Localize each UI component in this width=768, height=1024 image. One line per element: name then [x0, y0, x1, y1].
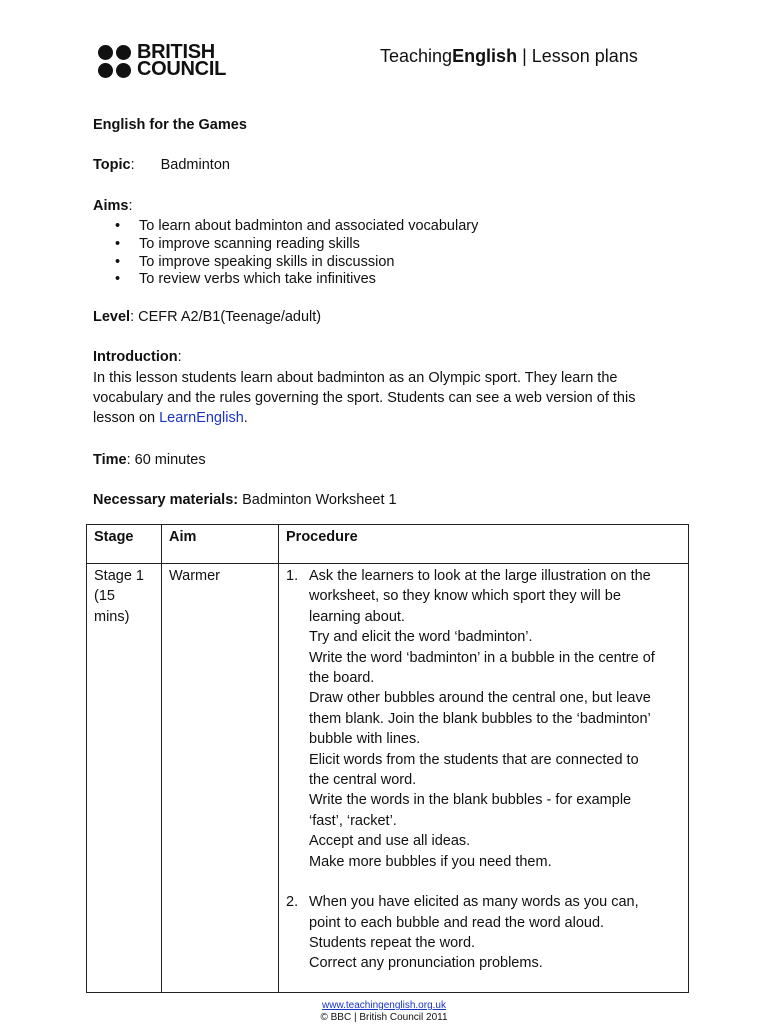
procedure-step: 1. Ask the learners to look at the large illustration on the worksheet, so they know which sport they will be learning about. Try and elicit the word ‘badminton’. Write the word ‘badminton’ in a bubble in the centre of the board. Draw other bubbles around the central one, but leave them blank. Join the blank bubbles to the ‘badminton’ bubble with lines. Elicit words from the students that are connected to the central word. Write the words in the blank bubbles - for example ‘fast’, ‘racket’. Accept and use all ideas. Make more bubbles if you need them.: [286, 568, 655, 870]
level-line: [93, 307, 693, 327]
brand-suffix: | Lesson plans: [517, 46, 638, 66]
table-header-row: [87, 525, 689, 564]
intro-paragraph: [93, 368, 693, 428]
aim-item: • To review verbs which take infinitives: [93, 271, 693, 289]
footer-url-link[interactable]: www.teachingenglish.org.uk: [322, 1000, 446, 1011]
footer-copyright: © BBC | British Council 2011: [320, 1012, 448, 1023]
col-header-procedure: Procedure: [279, 525, 689, 564]
header-brand: [380, 46, 638, 67]
procedure-cell: [279, 564, 689, 993]
intro-line: In this lesson students learn about badminton as an Olympic sport. They learn the: [93, 370, 618, 386]
aim-item: • To learn about badminton and associated vocabulary: [93, 218, 693, 236]
col-header-aim: Aim: [162, 525, 279, 564]
logo-line-2: COUNCIL: [137, 58, 227, 80]
table-row: [87, 564, 689, 993]
level-label: Level: [93, 309, 131, 325]
british-council-logo: [98, 41, 227, 80]
materials-line: [93, 490, 693, 510]
time-value: : 60 minutes: [126, 452, 206, 468]
intro-heading: Introduction:: [93, 349, 182, 365]
page-footer: [0, 1000, 768, 1024]
col-header-stage: Stage: [87, 525, 162, 564]
procedure-step: 2. When you have elicited as many words as you can, point to each bubble and read the word aloud. Students repeat the word. Correct any pronunciation problems.: [286, 894, 639, 972]
aim-item: • To improve scanning reading skills: [93, 236, 693, 254]
time-line: [93, 450, 693, 470]
topic-line: Topic: Badminton: [93, 157, 230, 173]
intro-line: vocabulary and the rules governing the sport. Students can see a web version of this: [93, 390, 636, 406]
aims-list: [93, 218, 693, 289]
topic-value: Badminton: [160, 157, 230, 173]
aims-heading: Aims:: [93, 198, 133, 214]
brand-bold: English: [452, 46, 518, 66]
learnenglish-link[interactable]: LearnEnglish: [159, 410, 244, 426]
stage-cell: Stage 1 (15 mins): [87, 564, 162, 993]
time-label: Time: [93, 452, 127, 468]
materials-label: Necessary materials:: [93, 492, 239, 508]
topic-label: Topic: [93, 157, 131, 173]
level-value: : CEFR A2/B1(Teenage/adult): [130, 309, 322, 325]
aim-cell: Warmer: [162, 564, 279, 993]
logo-dots-icon: [98, 45, 131, 78]
materials-value: Badminton Worksheet 1: [238, 492, 397, 508]
lesson-plan-table: [86, 524, 689, 993]
brand-prefix: Teaching: [380, 46, 453, 66]
intro-line-last: lesson on LearnEnglish.: [93, 410, 248, 426]
aim-item: • To improve speaking skills in discussion: [93, 254, 693, 272]
doc-title: English for the Games: [93, 117, 247, 133]
logo-line-1: BRITISH: [137, 41, 215, 63]
